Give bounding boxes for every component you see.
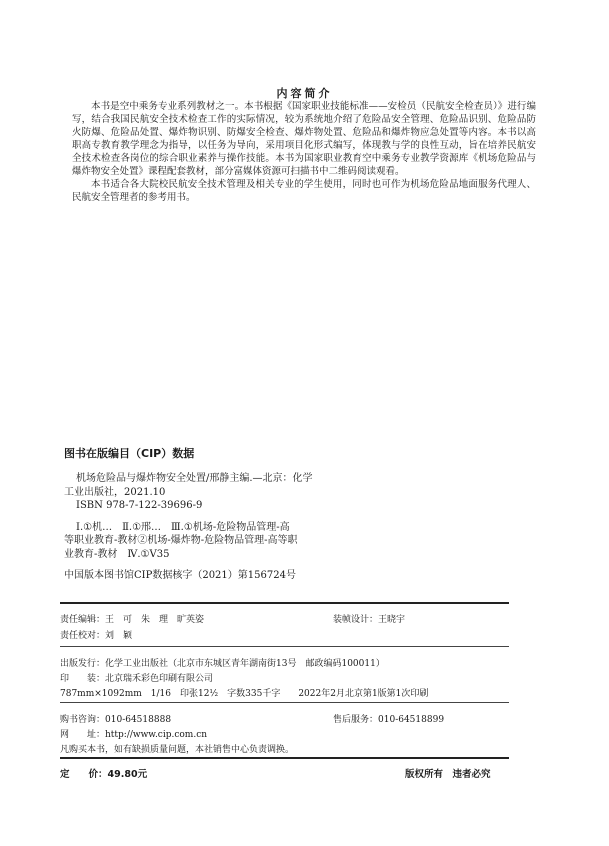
buy-label: 购书咨询： [60, 715, 106, 725]
cip-isbn: ISBN 978-7-122-39696-9 [76, 500, 203, 511]
summary-title: 内容简介 [276, 87, 333, 100]
summary-paragraph: 本书适合各大院校民航安全技术管理及相关专业的学生使用，同时也可作为机场危险品地面服务代理人、民航安全管理者的参考用书。 [72, 179, 536, 203]
editor-row [60, 612, 204, 625]
summary-paragraph: 本书是空中乘务专业系列教材之一。本书根据《国家职业技能标准——安检员（民航安全检查员）》进行编写，结合我国民航安全技术检查工作的实际情况，较为系统地介绍了危险品安全管理、危险品识别、危险品防火防爆、危险品处置、爆炸物识别、防爆安全检查、爆炸物处置、危险品和爆炸物应急处置等内容。本书以高职高专教育教学理念为指导，以任务为导向，采用项目化形式编写，体现教与学的良性互动，旨在培养民航安全技术检查各岗位的综合职业素养与操作技能。本书为国家职业教育空中乘务专业教学资源库《机场危险品与爆炸物安全处置》课程配套教材，部分富媒体资源可扫描书中二维码阅读观看。 [72, 101, 536, 177]
proofreader-label: 责任校对： [60, 631, 106, 641]
summary-body [72, 100, 536, 204]
publisher-label: 出版发行： [60, 659, 106, 669]
service-row [333, 712, 444, 725]
specs-row: 787mm×1092mm 1/16 印张12½ 字数335千字 2022年2月北京第1版第1次印刷 [60, 689, 429, 699]
divider [60, 757, 509, 759]
printer-label: 印 装： [60, 674, 106, 684]
service-phone: 010-64518899 [378, 715, 445, 725]
copyright-notice: 版权所有 违者必究 [405, 769, 491, 780]
cip-classification: Ⅰ.①机… Ⅱ.①邢… Ⅲ.①机场-危险物品管理-高 [76, 521, 290, 533]
web-row [60, 727, 207, 740]
cip-title-line: 机场危险品与爆炸物安全处置/邢静主编.—北京：化学 [76, 473, 313, 484]
cip-classification: 业教育-教材 Ⅳ.①V35 [64, 548, 170, 560]
cip-number: 中国版本图书馆CIP数据核字（2021）第156724号 [64, 570, 296, 581]
service-label: 售后服务： [333, 715, 379, 725]
divider [60, 646, 509, 647]
divider [60, 602, 509, 604]
designer-name: 王晓宇 [378, 615, 406, 625]
publisher-value: 化学工业出版社（北京市东城区青年湖南街13号 邮政编码100011） [105, 659, 385, 669]
editor-names: 王 可 朱 理 旷英姿 [105, 615, 205, 625]
buy-row [60, 712, 171, 725]
printer-row [60, 671, 213, 684]
divider [60, 702, 509, 703]
cip-title-line: 工业出版社，2021.10 [64, 486, 166, 498]
cip-heading: 图书在版编目（CIP）数据 [64, 447, 195, 460]
price-value: 49.80元 [107, 769, 148, 780]
proofreader-name: 刘 颖 [105, 631, 133, 641]
editor-label: 责任编辑： [60, 615, 106, 625]
web-link[interactable]: http://www.cip.com.cn [105, 730, 208, 740]
buy-phone: 010-64518888 [105, 715, 172, 725]
web-label: 网 址： [60, 730, 106, 740]
price-row [60, 766, 147, 780]
designer-label: 装帧设计： [333, 615, 379, 625]
cip-record [64, 472, 364, 583]
designer-row [333, 612, 405, 625]
proofreader-row [60, 628, 132, 641]
notice-row: 凡购买本书，如有缺损质量问题，本社销售中心负责调换。 [60, 745, 295, 755]
printer-value: 北京瑞禾彩色印刷有限公司 [105, 674, 214, 684]
cip-classification: 等职业教育-教材②机场-爆炸物-危险物品管理-高等职 [64, 535, 298, 546]
publisher-row [60, 656, 385, 669]
price-label: 定 价： [60, 769, 108, 780]
